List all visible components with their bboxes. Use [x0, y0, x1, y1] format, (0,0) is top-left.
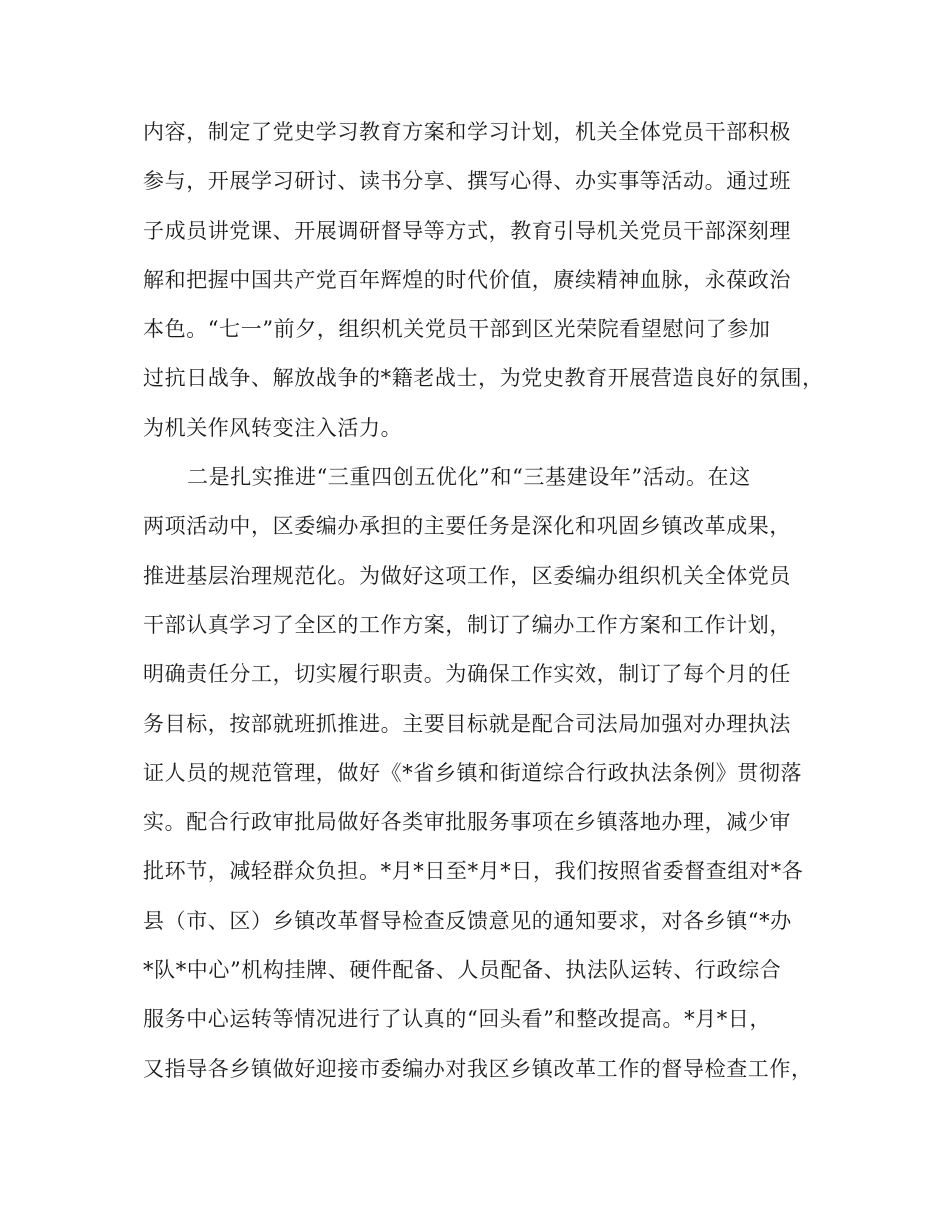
text-line: 县（市、区）乡镇改革督导检查反馈意见的通知要求，对各乡镇“*办 — [143, 908, 792, 933]
text-line: 参与，开展学习研讨、读书分享、撰写心得、办实事等活动。通过班 — [143, 169, 791, 194]
text-line: 服务中心运转等情况进行了认真的“回头看”和整改提高。*月*日， — [143, 1007, 772, 1032]
text-line: 两项活动中，区委编办承担的主要任务是深化和巩固乡镇改革成果， — [143, 514, 791, 539]
text-line: 批环节，减轻群众负担。*月*日至*月*日，我们按照省委督查组对*各 — [143, 859, 804, 884]
text-line: 干部认真学习了全区的工作方案，制订了编办工作方案和工作计划， — [143, 612, 791, 637]
body-text — [143, 108, 823, 1094]
text-line: 内容，制定了党史学习教育方案和学习计划，机关全体党员干部积极 — [143, 120, 791, 144]
text-line: 证人员的规范管理，做好《*省乡镇和街道综合行政执法条例》贯彻落 — [143, 760, 803, 785]
text-line: 子成员讲党课、开展调研督导等方式，教育引导机关党员干部深刻理 — [143, 218, 791, 243]
text-line: 实。配合行政审批局做好各类审批服务事项在乡镇落地办理，减少审 — [143, 810, 791, 835]
paragraph-start-line: 二是扎实推进“三重四创五优化”和“三基建设年”活动。在这 — [187, 465, 751, 490]
text-line: 过抗日战争、解放战争的*籍老战士，为党史教育开展营造良好的氛围， — [143, 366, 824, 391]
text-line: 解和把握中国共产党百年辉煌的时代价值，赓续精神血脉，永葆政治 — [143, 267, 791, 292]
text-line: 又指导各乡镇做好迎接市委编办对我区乡镇改革工作的督导检查工作， — [143, 1056, 813, 1081]
text-line: 推进基层治理规范化。为做好这项工作，区委编办组织机关全体党员 — [143, 563, 791, 588]
text-line: 明确责任分工，切实履行职责。为确保工作实效，制订了每个月的任 — [143, 662, 791, 687]
text-line: *队*中心”机构挂牌、硬件配备、人员配备、执法队运转、行政综合 — [143, 958, 782, 983]
text-line: 为机关作风转变注入活力。 — [143, 415, 403, 440]
text-line: 本色。“七一”前夕，组织机关党员干部到区光荣院看望慰问了参加 — [143, 317, 771, 342]
text-line: 务目标，按部就班抓推进。主要目标就是配合司法局加强对办理执法 — [143, 711, 791, 736]
